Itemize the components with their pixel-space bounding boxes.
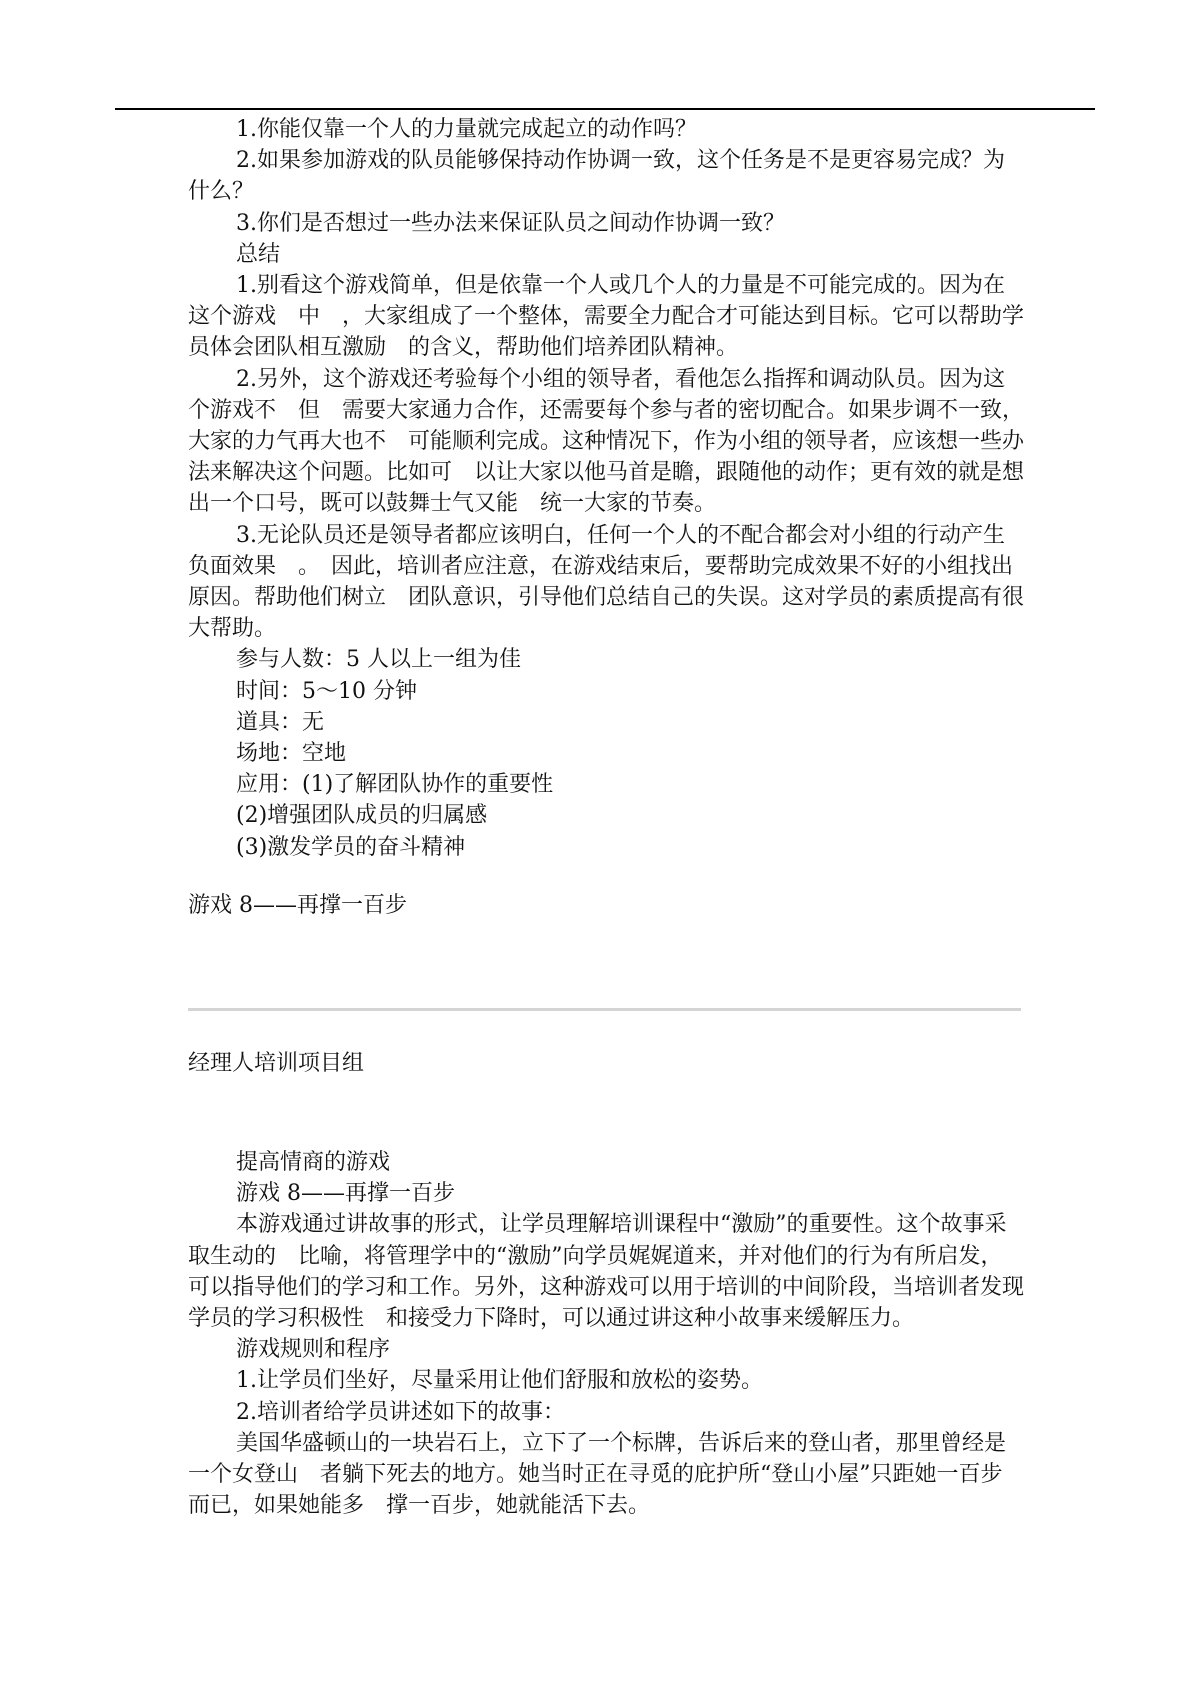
summary-heading: 总结 (236, 241, 281, 267)
text-block-lower (188, 1147, 1024, 1521)
game-title-repeat: 游戏 8——再撑一百步 (236, 1181, 455, 1207)
question-2: 2.如果参加游戏的队员能够保持动作协调一致，这个任务是不是更容易完成？为什么？ (188, 148, 1005, 205)
participants-info: 参与人数：5 人以上一组为佳 (236, 647, 521, 673)
story-text: 美国华盛顿山的一块岩石上，立下了一个标牌，告诉后来的登山者，那里曾经是一个女登山 者躺下死去的地方。她当时正在寻觅的庇护所“登山小屋”只距她一百步而已，如果她能多 撑一百步，她就能活下去。 (188, 1430, 1007, 1519)
application-item-1: 应用：(1)了解团队协作的重要性 (236, 772, 554, 798)
publisher-label: 经理人培训项目组 (188, 1051, 365, 1076)
application-item-3: (3)激发学员的奋斗精神 (236, 834, 466, 860)
game-title: 游戏 8——再撑一百步 (188, 893, 407, 918)
game-intro: 本游戏通过讲故事的形式，让学员理解培训课程中“激励”的重要性。这个故事采取生动的 比喻，将管理学中的“激励”向学员娓娓道来，并对他们的行为有所启发，可以指导他们的学习和工作。另外，这种游戏可以用于培训的中间阶段，当培训者发现学员的学习积极性 和接受力下降时，可以通过讲这种小故事来缓解压力。 (188, 1212, 1025, 1332)
rules-heading: 游戏规则和程序 (236, 1337, 391, 1363)
summary-point-1: 1.别看这个游戏简单，但是依靠一个人或几个人的力量是不可能完成的。因为在这个游戏 中 ，大家组成了一个整体，需要全力配合才可能达到目标。它可以帮助学员体会团队相互激励 的含义，帮助他们培养团队精神。 (188, 273, 1025, 361)
question-3: 3.你们是否想过一些办法来保证队员之间动作协调一致？ (236, 210, 785, 236)
rule-2: 2.培训者给学员讲述如下的故事： (236, 1399, 565, 1425)
application-item-2: (2)增强团队成员的归属感 (236, 803, 488, 829)
venue-info: 场地：空地 (236, 741, 347, 767)
page-divider (188, 1008, 1021, 1011)
props-info: 道具：无 (236, 709, 325, 735)
question-1: 1.你能仅靠一个人的力量就完成起立的动作吗？ (236, 117, 697, 142)
header-rule (115, 108, 1095, 110)
summary-point-2: 2.另外，这个游戏还考验每个小组的领导者，看他怎么指挥和调动队员。因为这个游戏不 但 需要大家通力合作，还需要每个参与者的密切配合。如果步调不一致，大家的力气再大也不 可能顺利完成。这种情况下，作为小组的领导者，应该想一些办法来解决这个问题。比如可 以让大家以他马首是瞻，跟随他的动作；更有效的就是想出一个口号，既可以鼓舞士气又能 统一大家的节奏。 (188, 366, 1025, 517)
text-block-upper (188, 114, 1024, 863)
rule-1: 1.让学员们坐好，尽量采用让他们舒服和放松的姿势。 (236, 1368, 763, 1394)
summary-point-3: 3.无论队员还是领导者都应该明白，任何一个人的不配合都会对小组的行动产生负面效果 。 因此，培训者应注意，在游戏结束后，要帮助完成效果不好的小组找出原因。帮助他们树立 团队意识，引导他们总结自己的失误。这对学员的素质提高有很大帮助。 (188, 522, 1025, 642)
time-info: 时间：5～10 分钟 (236, 678, 417, 704)
section-title: 提高情商的游戏 (236, 1150, 391, 1175)
